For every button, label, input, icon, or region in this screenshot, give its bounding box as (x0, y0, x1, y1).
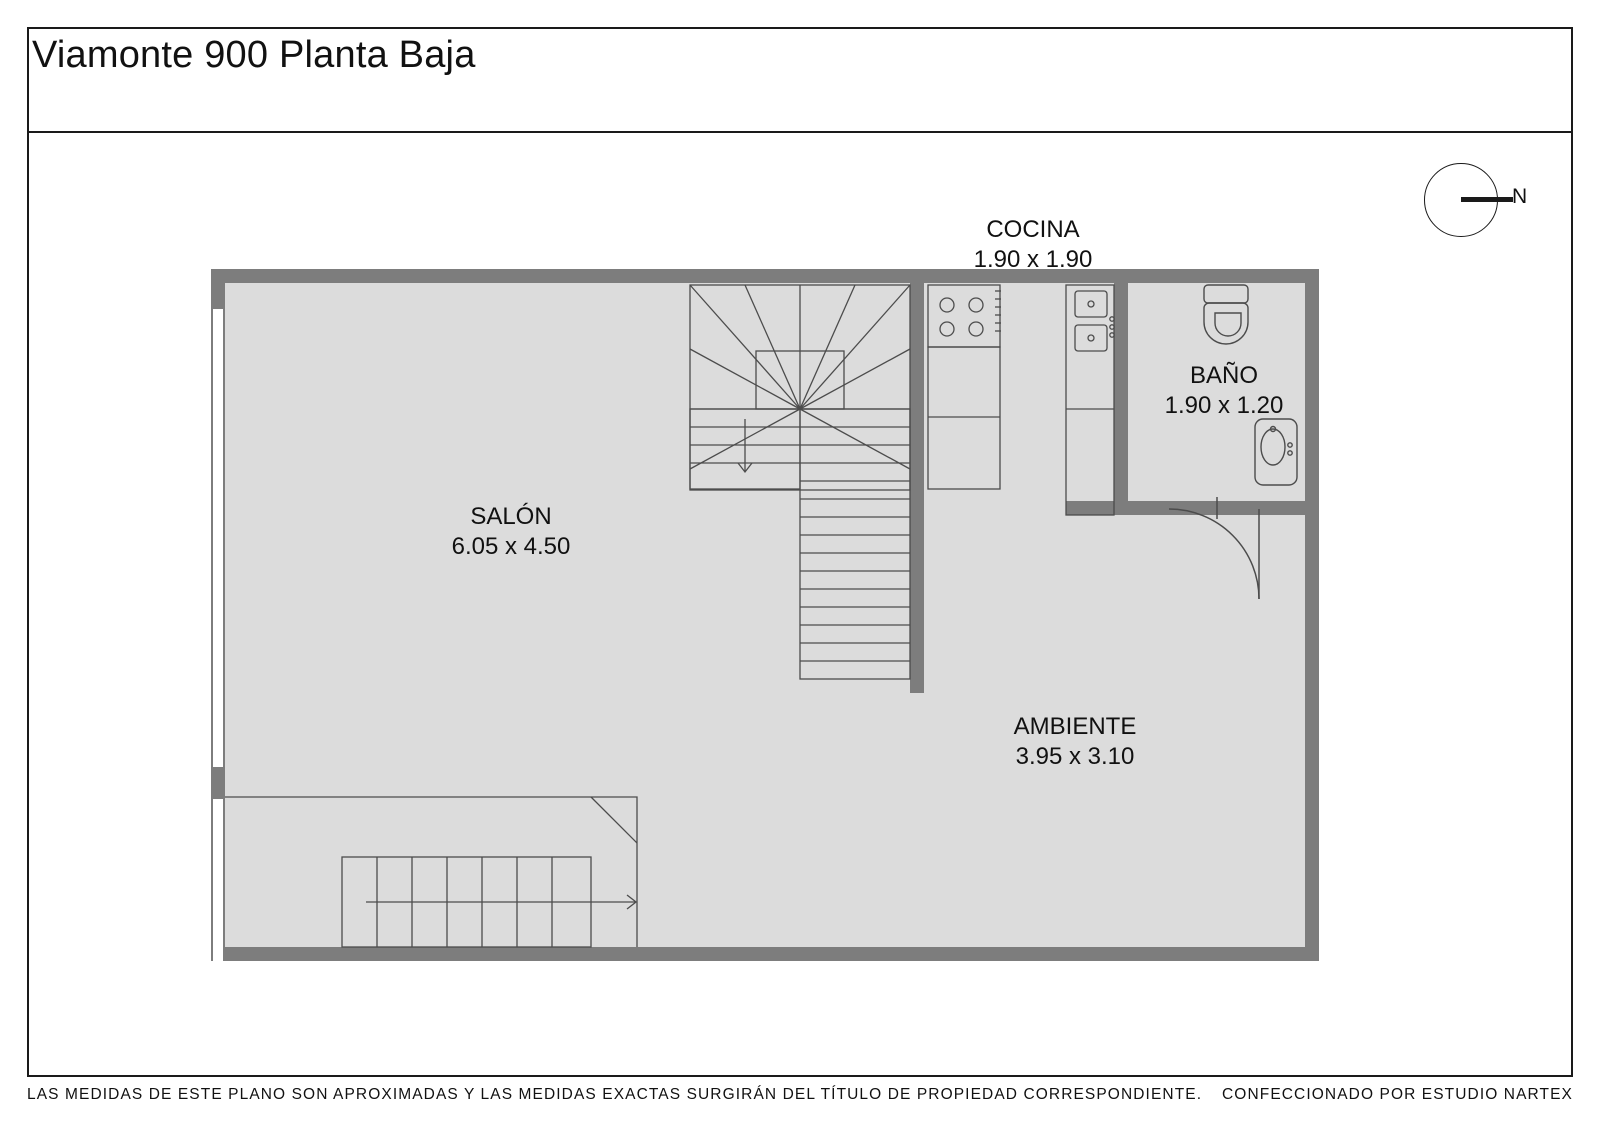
footer-credit: CONFECCIONADO POR ESTUDIO NARTEX (1222, 1086, 1573, 1103)
room-label-cocina (913, 215, 1153, 275)
footer-disclaimer: LAS MEDIDAS DE ESTE PLANO SON APROXIMADAS Y LAS MEDIDAS EXACTAS SURGIRÁN DEL TÍTULO DE PROPIEDAD CORRESPONDIENTE. (27, 1086, 1203, 1103)
page-title: Viamonte 900 Planta Baja (32, 34, 476, 76)
room-name-cocina: COCINA (986, 216, 1080, 243)
room-dimensions-ambiente: 3.95 x 3.10 (1015, 743, 1135, 770)
window-opening-left-upper (213, 309, 223, 767)
wall-interior-vertical-bath (1114, 283, 1128, 515)
room-name-salon: SALÓN (470, 503, 552, 530)
room-dimensions-bano: 1.90 x 1.20 (1164, 392, 1284, 419)
wall-interior-vertical-kitchen (910, 283, 924, 693)
room-label-salon (401, 502, 621, 562)
compass-label: N (1512, 185, 1528, 208)
north-arrow-icon (1461, 197, 1513, 202)
wall-bottom (211, 947, 1319, 961)
floor-plan-drawing (211, 269, 1319, 961)
room-dimensions-cocina: 1.90 x 1.90 (973, 246, 1093, 273)
room-label-bano (1129, 361, 1319, 421)
compass (1424, 163, 1534, 241)
room-dimensions-salon: 6.05 x 4.50 (451, 533, 571, 560)
footer (27, 1078, 1573, 1118)
wall-bathroom-bottom-right (1251, 501, 1305, 515)
window-opening-left-lower (213, 799, 223, 977)
room-name-bano: BAÑO (1189, 362, 1258, 389)
room-label-ambiente (945, 712, 1205, 772)
room-name-ambiente: AMBIENTE (1013, 713, 1137, 740)
wall-bathroom-bottom (1066, 501, 1266, 515)
